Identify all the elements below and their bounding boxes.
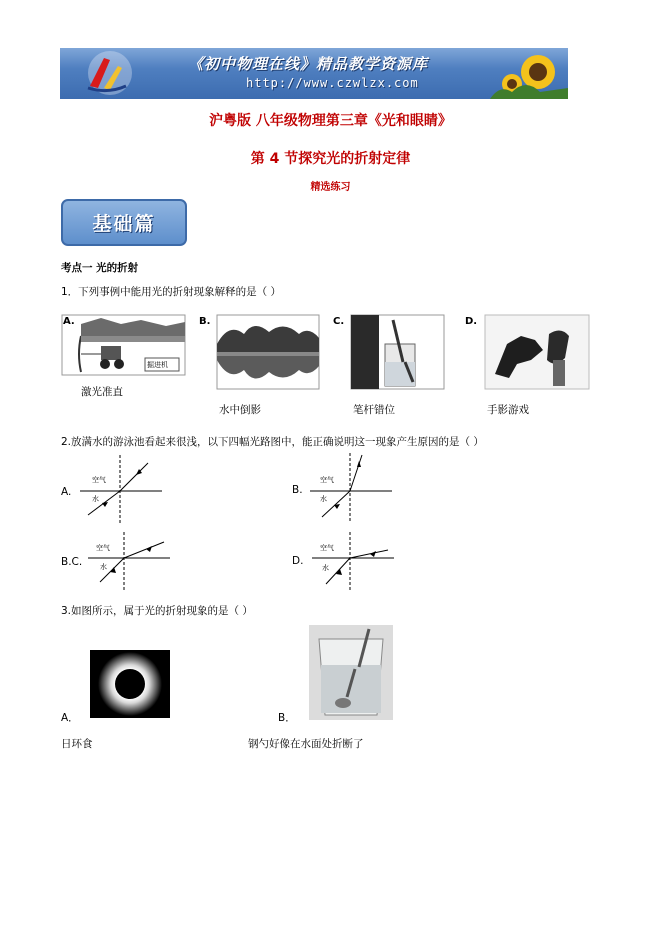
banner-url: http://www.czwlzx.com (246, 76, 419, 90)
q3-option-a-letter: A． (61, 712, 79, 724)
badge-label: 基础篇 (92, 213, 156, 235)
q1-option-c-caption: 笔杆错位 (353, 404, 395, 416)
q2-option-c-letter: B.C. (61, 556, 83, 568)
q2-option-a-letter: A. (61, 486, 72, 498)
q1-option-b-letter: B. (199, 316, 211, 327)
q1-option-b-caption: 水中倒影 (219, 404, 261, 416)
q3-option-b-letter: B． (278, 712, 296, 724)
question-1-text: 1．下列事例中能用光的折射现象解释的是（ ） (61, 286, 282, 298)
solar-eclipse-image (90, 650, 170, 718)
q1-option-c (333, 314, 445, 418)
q2a-water-label: 水 (92, 495, 99, 503)
q2b-air-label: 空气 (320, 476, 334, 484)
q2-diagram-d (312, 532, 397, 592)
q2-option-d-letter: D. (292, 555, 304, 567)
banner-title: 《初中物理在线》精品教学资源库 (188, 55, 429, 73)
q1-option-d (465, 314, 590, 418)
question-3-text: 3.如图所示，属于光的折射现象的是（ ） (61, 605, 253, 617)
q2-diagram-a (80, 455, 165, 525)
q2c-water-label: 水 (100, 563, 107, 571)
q1-option-d-caption: 手影游戏 (487, 404, 529, 416)
q2-diagram-b (310, 453, 395, 525)
spoon-in-glass-image (309, 625, 393, 720)
q1-option-a-letter: A. (63, 316, 75, 327)
q2a-air-label: 空气 (92, 476, 106, 484)
q1-option-d-letter: D. (465, 316, 478, 327)
basic-section-badge (61, 199, 187, 246)
pencil-in-glass-image (333, 314, 445, 390)
q2d-water-label: 水 (322, 564, 329, 572)
q1-option-a-caption: 激光准直 (81, 386, 123, 398)
q2-option-b-letter: B. (292, 484, 303, 496)
q2c-air-label: 空气 (96, 544, 110, 552)
practice-label: 精选练习 (310, 182, 351, 193)
topic-heading: 考点一 光的折射 (61, 262, 139, 274)
sunflower-icon (490, 55, 568, 99)
q2d-air-label: 空气 (320, 544, 334, 552)
q3-option-b-caption: 钢勺好像在水面处折断了 (248, 738, 364, 750)
water-reflection-image (199, 314, 321, 390)
chapter-title: 沪粤版 八年级物理第三章《光和眼睛》 (209, 113, 452, 129)
header-banner (60, 48, 568, 99)
q2b-water-label: 水 (320, 495, 327, 503)
q3-option-a-caption: 日环食 (61, 738, 93, 750)
shadow-puppet-image (465, 314, 590, 390)
section-title: 第 4 节探究光的折射定律 (250, 151, 411, 167)
q1-option-b (199, 314, 321, 418)
q1-option-a-sign: 掘进机 (147, 361, 168, 369)
q2-diagram-c (88, 532, 173, 592)
q1-option-a (61, 314, 186, 400)
q1-option-c-letter: C. (333, 316, 345, 327)
question-2-text: 2.放满水的游泳池看起来很浅，以下四幅光路图中，能正确说明这一现象产生原因的是（ ） (61, 436, 484, 448)
